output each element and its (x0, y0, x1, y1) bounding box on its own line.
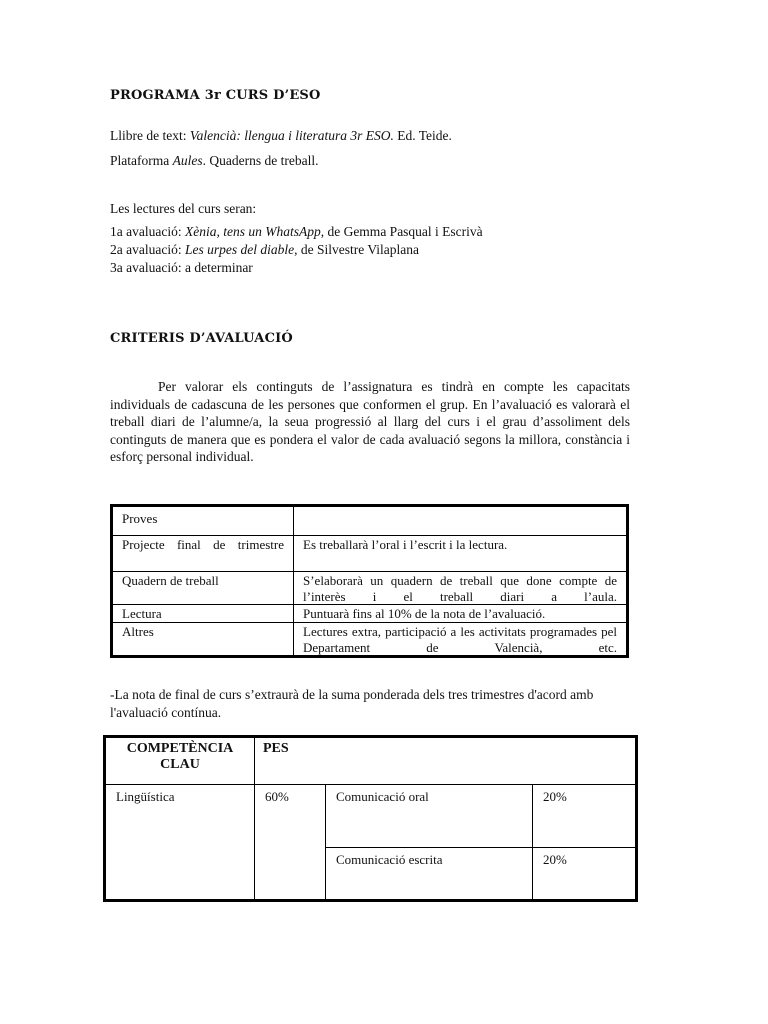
platform-name: Aules (172, 153, 203, 168)
reading-term: 1a avaluació: (110, 224, 185, 239)
sub-competence-name: Comunicació escrita (326, 848, 533, 901)
competence-name: Lingüística (105, 785, 255, 901)
header-competence: COMPETÈNCIA CLAU (105, 737, 255, 785)
reading-title: Xènia, tens un WhatsApp (184, 224, 321, 239)
competence-table (103, 735, 638, 902)
reading-title: Les urpes del diable (184, 242, 295, 257)
assessment-desc: S’elaborarà un quadern de treball que done compte de l’interès i el treball diari a l’aula. (294, 572, 628, 605)
table-row (112, 605, 628, 623)
table-row (112, 623, 628, 657)
criteria-paragraph: Per valorar els continguts de l’assignatura es tindrà en compte les capacitats individuals de cadascuna de les persones que conformen el grup. En l’avaluació es valorarà el treball diari de l’alumne/a, la seua progressió al llarg del curs i el grau d’assoliment dels continguts de manera que es pondera el valor de cada avaluació segons la millora, constància i esforç personal individual. (110, 379, 630, 464)
reading-term: 3a avaluació: (110, 260, 185, 275)
textbook-title: Valencià: llengua i literatura 3r ESO. (189, 128, 394, 143)
textbook-prefix: Llibre de text: (110, 128, 190, 143)
platform-prefix: Plataforma (110, 153, 173, 168)
assessment-desc (294, 506, 628, 536)
final-note: -La nota de final de curs s’extraurà de la suma ponderada dels tres trimestres d'acord amb l'avaluació contínua. (110, 687, 594, 720)
page-title: PROGRAMA 3r CURS D’ESO (110, 88, 321, 103)
table-row (105, 785, 637, 848)
assessment-item: Altres (112, 623, 294, 657)
reading-author: , de Gemma Pasqual i Escrivà (320, 224, 483, 239)
reading-item (110, 242, 419, 258)
competence-weight: 60% (255, 785, 326, 901)
assessment-table (110, 504, 629, 658)
sub-competence-name: Comunicació oral (326, 785, 533, 848)
header-weight: PES (255, 737, 637, 785)
readings-intro: Les lectures del curs seran: (110, 201, 257, 216)
table-row (112, 506, 628, 536)
reading-term: 2a avaluació: (110, 242, 185, 257)
reading-item (110, 224, 483, 240)
assessment-desc: Es treballarà l’oral i l’escrit i la lectura. (294, 536, 628, 572)
criteria-heading: CRITERIS D’AVALUACIÓ (110, 331, 293, 346)
assessment-item: Projecte final de trimestre (112, 536, 294, 572)
table-row (112, 536, 628, 572)
assessment-item: Proves (112, 506, 294, 536)
sub-competence-weight: 20% (533, 848, 637, 901)
assessment-item: Lectura (112, 605, 294, 623)
platform-line (110, 153, 318, 169)
textbook-suffix: Ed. Teide. (393, 128, 452, 143)
reading-item (110, 260, 253, 276)
sub-competence-weight: 20% (533, 785, 637, 848)
platform-suffix: . Quaderns de treball. (202, 153, 319, 168)
table-row (105, 737, 637, 785)
assessment-desc: Lectures extra, participació a les activitats programades pel Departament de Valencià, etc. (294, 623, 628, 657)
assessment-desc: Puntuarà fins al 10% de la nota de l’avaluació. (294, 605, 628, 623)
assessment-item: Quadern de treball (112, 572, 294, 605)
reading-author: a determinar (184, 260, 253, 275)
table-row (112, 572, 628, 605)
textbook-line (110, 128, 452, 144)
reading-author: , de Silvestre Vilaplana (294, 242, 420, 257)
